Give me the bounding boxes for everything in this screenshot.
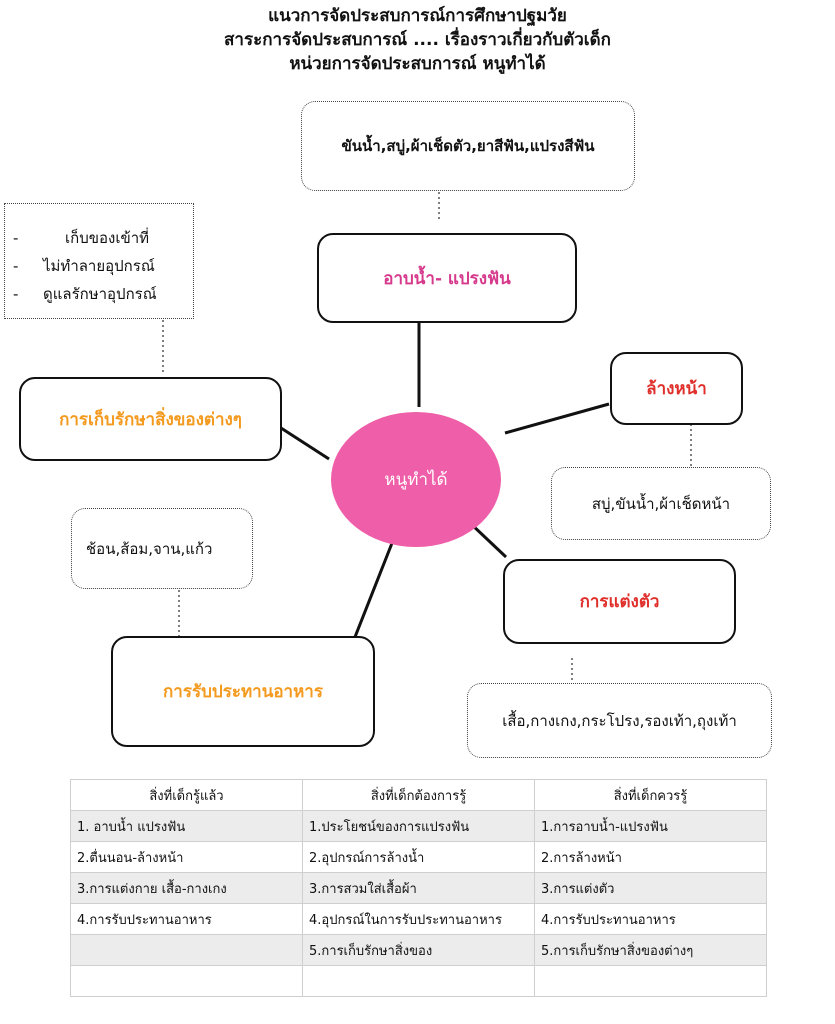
detail-bath: ขันน้ำ,สบู่,ผ้าเช็ดตัว,ยาสีฟัน,แปรงสีฟัน xyxy=(301,101,635,191)
detail-eat: ช้อน,ส้อม,จาน,แก้ว xyxy=(71,508,253,589)
title-line-1: แนวการจัดประสบการณ์การศึกษาปฐมวัย xyxy=(268,6,567,26)
list-item: - ไม่ทำลายอุปกรณ์ xyxy=(13,257,155,275)
table-row xyxy=(71,811,767,842)
table-cell: 3.การสวมใส่เสื้อผ้า xyxy=(303,873,535,904)
table-row xyxy=(71,935,767,966)
node-eat: การรับประทานอาหาร xyxy=(111,636,375,747)
table-cell: 1.การอาบน้ำ-แปรงฟัน xyxy=(535,811,767,842)
table-cell: 5.การเก็บรักษาสิ่งของต่างๆ xyxy=(535,935,767,966)
title-line-3: หน่วยการจัดประสบการณ์ หนูทำได้ xyxy=(289,54,546,74)
table-row xyxy=(71,904,767,935)
detail-store xyxy=(4,203,194,319)
node-wash-face: ล้างหน้า xyxy=(610,352,743,425)
table-cell: 1. อาบน้ำ แปรงฟัน xyxy=(71,811,303,842)
node-dress: การแต่งตัว xyxy=(503,559,736,644)
detail-wash-face: สบู่,ขันน้ำ,ผ้าเช็ดหน้า xyxy=(551,467,771,540)
table-cell: 2.อุปกรณ์การล้างน้ำ xyxy=(303,842,535,873)
table-cell: 4.การรับประทานอาหาร xyxy=(71,904,303,935)
table-row xyxy=(71,966,767,997)
table-header-row xyxy=(71,780,767,811)
column-header: สิ่งที่เด็กควรรู้ xyxy=(535,780,767,811)
table-cell: 3.การแต่งกาย เสื้อ-กางเกง xyxy=(71,873,303,904)
line-center-eat xyxy=(355,533,396,637)
knowledge-table xyxy=(70,779,767,997)
node-bath: อาบน้ำ- แปรงฟัน xyxy=(317,233,577,323)
table-row xyxy=(71,842,767,873)
table-cell: 3.การแต่งตัว xyxy=(535,873,767,904)
node-store: การเก็บรักษาสิ่งของต่างๆ xyxy=(19,377,282,461)
table-cell: 2.การล้างหน้า xyxy=(535,842,767,873)
center-node: หนูทำได้ xyxy=(331,412,501,547)
detail-dress: เสื้อ,กางเกง,กระโปรง,รองเท้า,ถุงเท้า xyxy=(467,683,772,758)
line-center-dress xyxy=(470,523,506,557)
table-cell: 1.ประโยชน์ของการแปรงฟัน xyxy=(303,811,535,842)
list-item: - เก็บของเข้าที่ xyxy=(13,229,150,247)
line-center-wash-face xyxy=(505,404,609,433)
table-cell xyxy=(535,966,767,997)
table-cell xyxy=(71,966,303,997)
list-item: - ดูแลรักษาอุปกรณ์ xyxy=(13,285,157,303)
table-cell: 2.ตื่นนอน-ล้างหน้า xyxy=(71,842,303,873)
table-cell xyxy=(303,966,535,997)
table-cell: 4.การรับประทานอาหาร xyxy=(535,904,767,935)
title-line-2: สาระการจัดประสบการณ์ .... เรื่องราวเกี่ยวกับตัวเด็ก xyxy=(224,30,611,50)
table-row xyxy=(71,873,767,904)
column-header: สิ่งที่เด็กต้องการรู้ xyxy=(303,780,535,811)
table-cell: 5.การเก็บรักษาสิ่งของ xyxy=(303,935,535,966)
table-cell: 4.อุปกรณ์ในการรับประทานอาหาร xyxy=(303,904,535,935)
column-header: สิ่งที่เด็กรู้แล้ว xyxy=(71,780,303,811)
table-cell xyxy=(71,935,303,966)
line-center-store xyxy=(281,428,329,459)
